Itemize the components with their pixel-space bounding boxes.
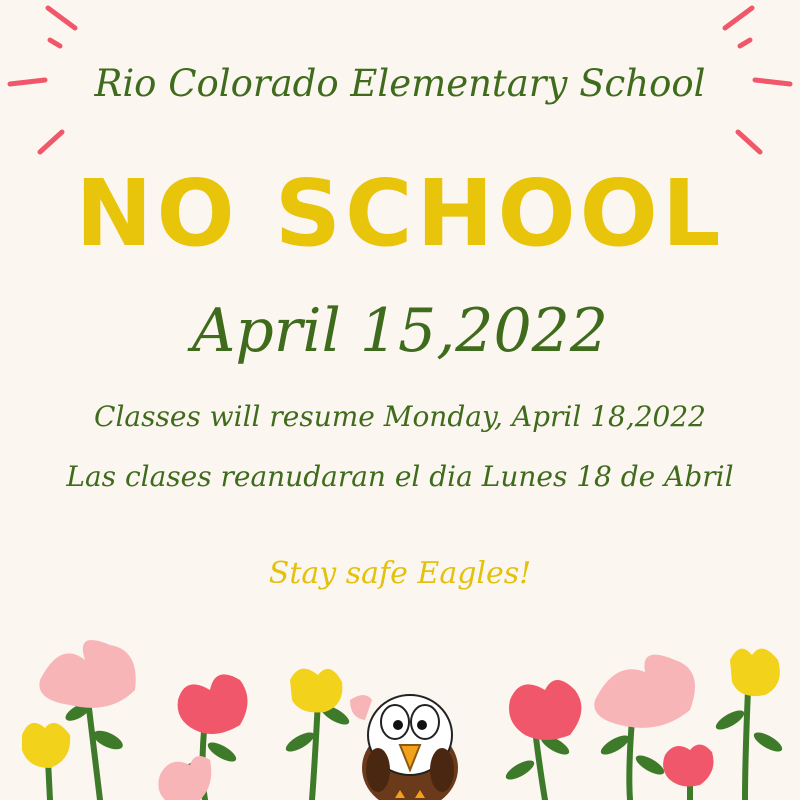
closure-date: April 15,2022: [192, 296, 608, 366]
resume-notice-english: Classes will resume Monday, April 18,2022: [94, 400, 706, 433]
resume-notice-spanish: Las clases reanudaran el dia Lunes 18 de Abril: [66, 460, 734, 493]
school-name: Rio Colorado Elementary School: [94, 62, 706, 105]
headline: NO SCHOOL: [75, 160, 725, 267]
tagline: Stay safe Eagles!: [268, 556, 532, 591]
